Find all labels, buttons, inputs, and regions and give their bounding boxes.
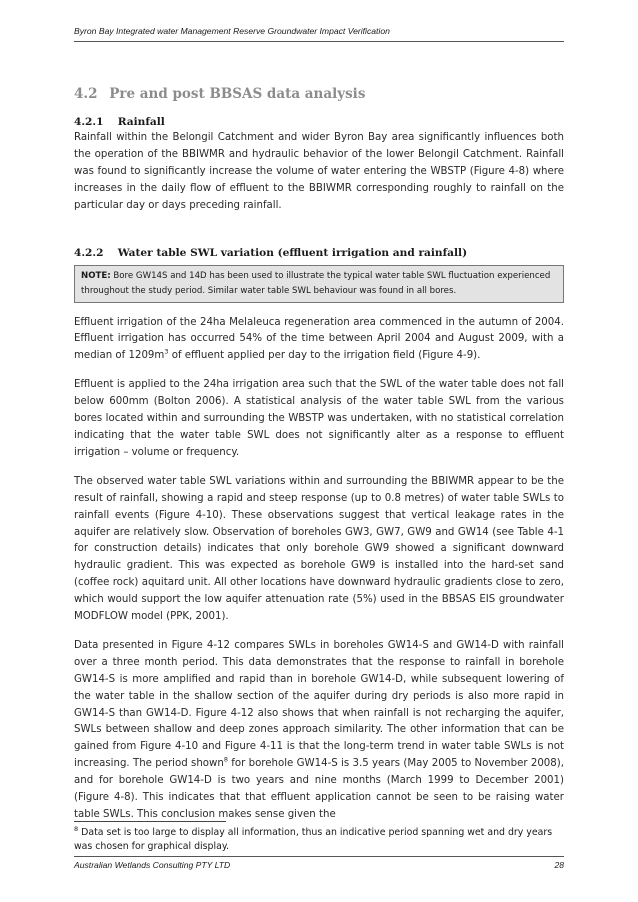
- paragraph-irrigation-area: Effluent is applied to the 24ha irrigation area such that the SWL of the water table does not fall below 600mm (Bolton 2006). A statistical analysis of the water table SWL from the various bores located within and surrounding the WBSTP was undertaken, with no statistical correlation indicating that the water table SWL does not significantly alter as a response to effluent irrigation – volume or frequency.: [74, 379, 564, 458]
- footnote-marker: 8: [74, 824, 79, 833]
- subsection-heading-swl: [74, 247, 564, 259]
- section-title: Pre and post BBSAS data analysis: [109, 86, 366, 102]
- paragraph-text: Data presented in Figure 4-12 compares SWLs in boreholes GW14-S and GW14-D with rainfall over a three month period. This data demonstrates that the response to rainfall in borehole GW14-S is more amplified and rapid than in borehole GW14-D, while subsequent lowering of the water table in the shallow section of the aquifer during dry periods is also more rapid in GW14-S than GW14-D. Figure 4-12 also shows that when rainfall is not recharging the aquifer, SWLs between shallow and deep zones approach similarity. The other information that can be gained from Figure 4-10 and Figure 4-11 is that the long-term trend in water table SWLs is not increasing. The period shown: [74, 639, 564, 770]
- section-heading: [74, 86, 564, 102]
- paragraph-swl-variations: The observed water table SWL variations within and surrounding the BBIWMR appear to be the result of rainfall, showing a rapid and steep response (up to 0.8 metres) of water table SWLs to rainfall events (Figure 4-10). These observations suggest that vertical leakage rates in the aquifer are relatively slow. Observation of boreholes GW3, GW7, GW9 and GW14 (see Table 4-1 for construction details) indicates that only borehole GW9 showed a significant downward hydraulic gradient. This was expected as borehole GW9 is installed into the hard-set sand (coffee rock) aquitard unit. All other locations have downward hydraulic gradients close to zero, which would support the low aquifer attenuation rate (5%) used in the BBSAS EIS groundwater MODFLOW model (PPK, 2001).: [74, 475, 564, 623]
- paragraph-text: for borehole GW14-S is 3.5 years (May 2005 to November 2008), and for borehole GW14-D is two years and nine months (March 1999 to December 2001) (Figure 4-8). This indicates that that effluent application cannot be seen to be raising water table SWLs. This conclusion makes sense given the: [74, 758, 564, 820]
- footnote-reference: 8: [223, 755, 228, 764]
- superscript: 3: [164, 347, 169, 356]
- spacer: [74, 227, 564, 247]
- note-text: Bore GW14S and 14D has been used to illustrate the typical water table SWL fluctuation experienced throughout the study period. Similar water table SWL behaviour was found in all bores.: [81, 270, 551, 296]
- paragraph-text: Effluent irrigation of the 24ha Melaleuca regeneration area commenced in the autumn of 2004. Effluent irrigation has occurred 54% of the time between April 2004 and August 2009, with a median of 1209m: [74, 316, 564, 362]
- subsection-number: 4.2.1: [74, 116, 104, 128]
- note-box: [74, 265, 564, 303]
- page-footer: [74, 856, 564, 870]
- rainfall-paragraph: Rainfall within the Belongil Catchment and wider Byron Bay area significantly influences both the operation of the BBIWMR and hydraulic behavior of the lower Belongil Catchment. Rainfall was found to significantly increase the volume of water entering the WBSTP (Figure 4-8) where increases in the daily flow of effluent to the BBIWMR corresponding roughly to rainfall on the particular day or days preceding rainfall.: [74, 132, 564, 211]
- page-number: 28: [554, 860, 564, 870]
- footnote: [74, 826, 564, 854]
- footer-company: Australian Wetlands Consulting PTY LTD: [74, 860, 231, 870]
- running-header: Byron Bay Integrated water Management Reserve Groundwater Impact Verification: [74, 26, 564, 42]
- subsection-title: Rainfall: [117, 116, 165, 128]
- note-label: NOTE:: [81, 270, 111, 281]
- section-number: 4.2: [74, 86, 98, 102]
- subsection-title: Water table SWL variation (effluent irrigation and rainfall): [117, 246, 468, 259]
- subsection-heading-rainfall: [74, 116, 564, 128]
- paragraph-figure-comparison: [74, 638, 564, 824]
- footnote-divider: [74, 821, 226, 822]
- footnote-text: Data set is too large to display all information, thus an indicative period spanning wet and dry years was chosen for graphical display.: [74, 827, 553, 852]
- paragraph-text: of effluent applied per day to the irrigation field (Figure 4-9).: [168, 350, 481, 362]
- subsection-number: 4.2.2: [74, 246, 104, 259]
- page-content: [74, 86, 564, 836]
- paragraph-effluent-irrigation: [74, 315, 564, 366]
